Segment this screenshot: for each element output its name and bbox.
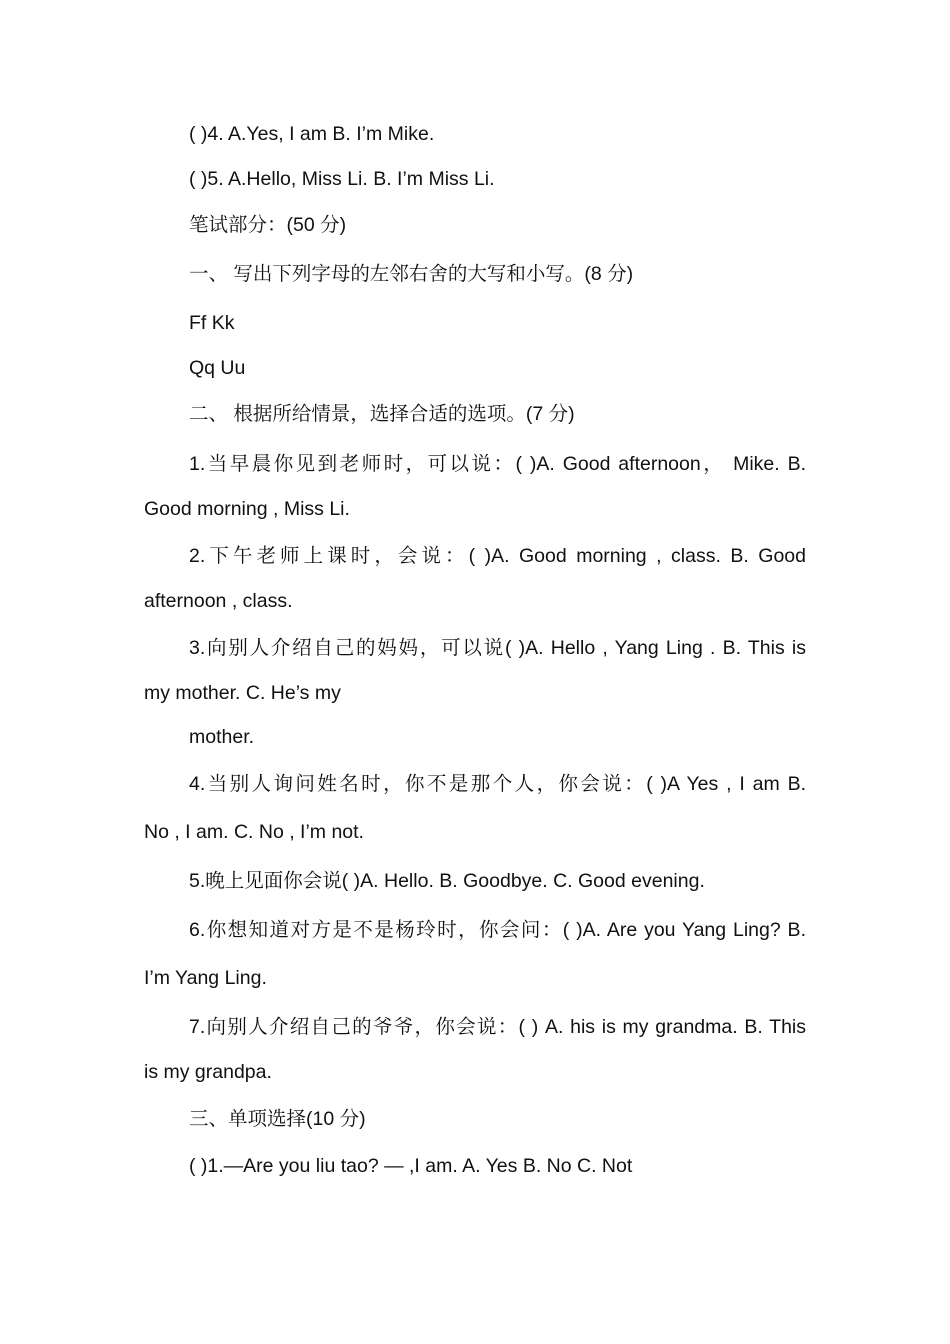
situation-q2-line-1: 2.下午老师上课时，会说：( )A. Good morning , class. B. Good bbox=[189, 545, 806, 567]
listening-item-5: ( )5. A.Hello, Miss Li. B. I’m Miss Li. bbox=[189, 168, 495, 190]
situation-q3-line-1: 3.向别人介绍自己的妈妈，可以说( )A. Hello , Yang Ling . B. This is bbox=[189, 637, 806, 659]
section-3-heading: 三、单项选择(10 分) bbox=[189, 1108, 366, 1130]
situation-q3-line-3: mother. bbox=[189, 726, 255, 748]
situation-q6-line-1: 6.你想知道对方是不是杨玲时，你会问：( )A. Are you Yang Ling? B. bbox=[189, 919, 806, 941]
listening-item-4: ( )4. A.Yes, I am B. I’m Mike. bbox=[189, 123, 435, 145]
situation-q1-line-2: Good morning , Miss Li. bbox=[144, 498, 350, 520]
letters-row-1: Ff Kk bbox=[189, 312, 235, 334]
written-section-heading: 笔试部分：(50 分) bbox=[189, 214, 347, 236]
situation-q5: 5.晚上见面你会说( )A. Hello. B. Goodbye. C. Good evening. bbox=[189, 870, 705, 892]
situation-q7-line-1: 7.向别人介绍自己的爷爷，你会说：( ) A. his is my grandma. B. This bbox=[189, 1016, 806, 1038]
situation-q6-line-2: I’m Yang Ling. bbox=[144, 967, 267, 989]
letters-row-2: Qq Uu bbox=[189, 357, 246, 379]
situation-q2-line-2: afternoon , class. bbox=[144, 590, 293, 612]
section-1-heading: 一、 写出下列字母的左邻右舍的大写和小写。(8 分) bbox=[189, 263, 634, 285]
situation-q7-line-2: is my grandpa. bbox=[144, 1061, 272, 1083]
situation-q4-line-1: 4.当别人询问姓名时，你不是那个人，你会说：( )A Yes , I am B. bbox=[189, 773, 806, 795]
situation-q1-line-1: 1.当早晨你见到老师时，可以说：( )A. Good afternoon， Mike. B. bbox=[189, 453, 806, 475]
situation-q4-line-2: No , I am. C. No , I’m not. bbox=[144, 821, 364, 843]
choice-item-1: ( )1.—Are you liu tao? — ,I am. A. Yes B. No C. Not bbox=[189, 1155, 633, 1177]
situation-q3-line-2: my mother. C. He’s my bbox=[144, 682, 341, 704]
section-2-heading: 二、 根据所给情景，选择合适的选项。(7 分) bbox=[189, 403, 575, 425]
